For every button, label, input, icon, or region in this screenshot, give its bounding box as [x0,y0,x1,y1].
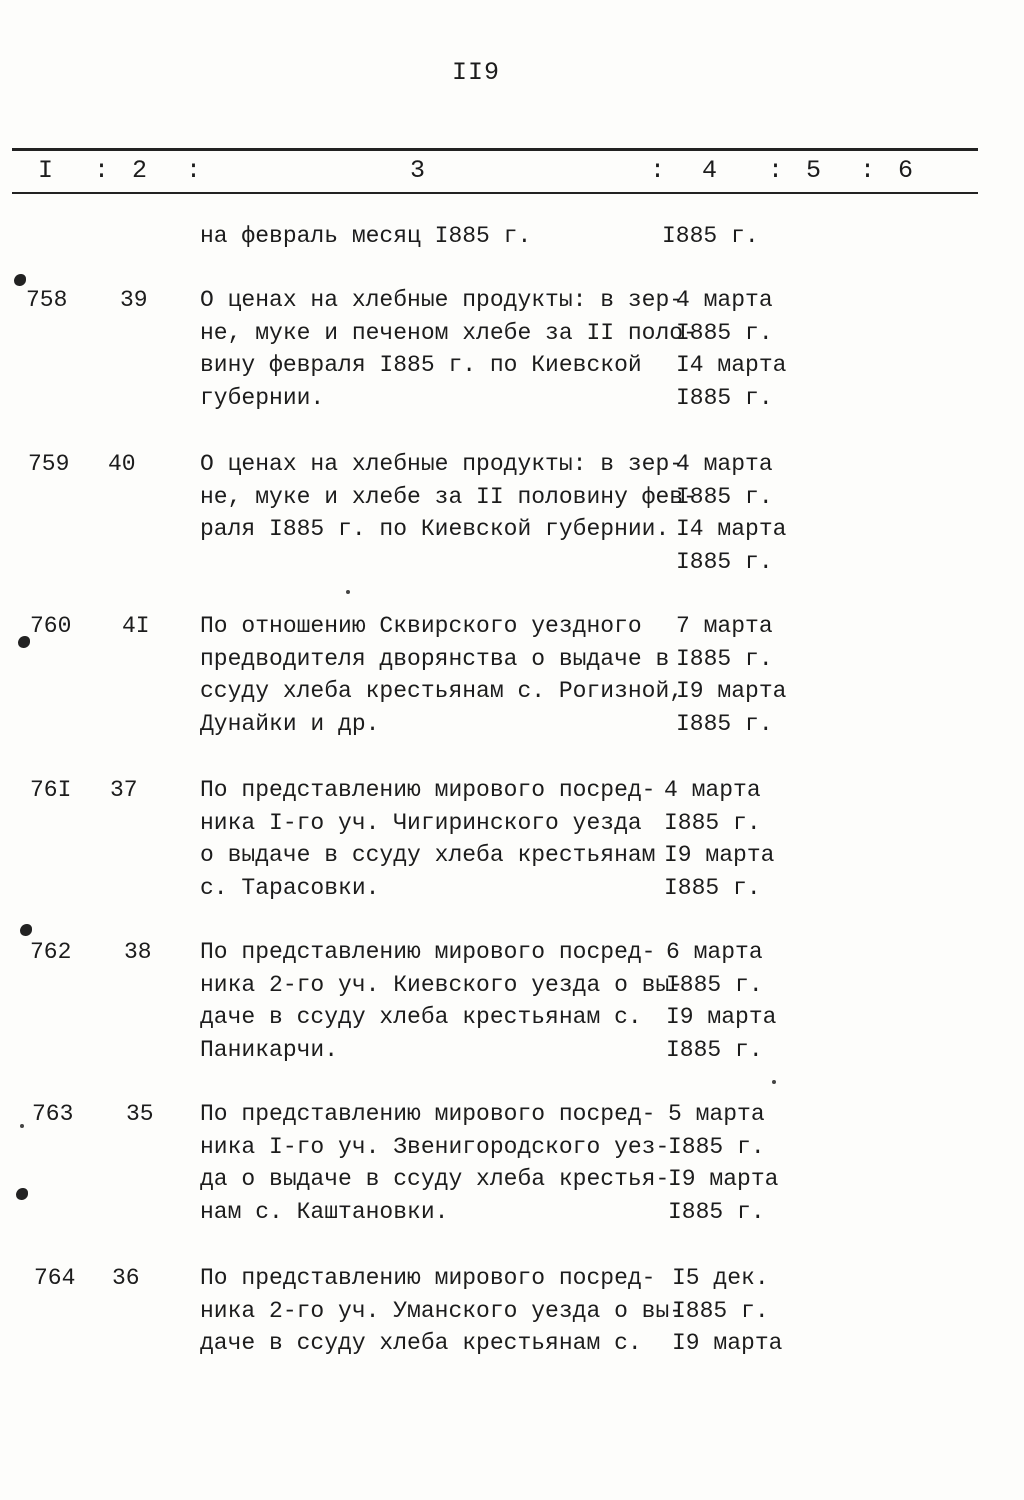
entry-number: 759 [28,451,70,477]
date-line: I885 г. [664,809,761,836]
date-line: I885 г. [668,1198,765,1225]
entry-date [662,220,759,253]
date-line: 6 марта [666,939,763,965]
description-line: О ценах на хлебные продукты: в зер- [200,287,684,313]
entry-number: 763 [32,1101,74,1127]
column-separator: : [768,156,784,185]
table-header-rule-bottom [12,192,978,194]
description-line: Паникарчи. [200,1036,339,1063]
entry-date [666,936,776,1066]
description-line: даче в ссуду хлеба крестьянам с. [200,1004,642,1030]
description-line: Дунайки и др. [200,710,380,737]
date-line: I4 марта [676,516,787,542]
description-line: ссуду хлеба крестьянам с. Рогизной, [200,678,684,704]
date-line: I885 г. [676,710,773,737]
column-header-1: I [38,156,54,185]
column-separator: : [94,156,110,185]
sheet-number: 40 [108,451,136,477]
ink-blot [16,1188,28,1200]
entry-date [672,1262,782,1360]
sheet-number: 38 [124,939,152,965]
date-line: 4 марта [676,451,773,477]
column-header-4: 4 [702,156,718,185]
description-line: предводителя дворянства о выдаче в [200,645,670,672]
description-line: не, муке и печеном хлебе за II поло- [200,319,697,346]
entry-date [676,610,786,740]
description-line: По представлению мирового посред- [200,939,656,965]
date-line: I885 г. [662,223,759,249]
date-line: I4 марта [676,352,787,378]
date-line: 7 марта [676,613,773,639]
entry-description [200,1262,684,1360]
description-line: нам с. Каштановки. [200,1198,449,1225]
date-line: I885 г. [676,319,773,346]
date-line: I885 г. [676,483,773,510]
entry-description [200,936,684,1066]
table-header-rule-top [12,148,978,151]
description-line: даче в ссуду хлеба крестьянам с. [200,1330,642,1356]
entry-description [200,448,697,546]
date-line: I885 г. [676,645,773,672]
column-separator: : [860,156,876,185]
date-line: 4 марта [664,777,761,803]
date-line: I9 марта [676,678,787,704]
column-header-6: 6 [898,156,914,185]
entry-description [200,774,680,904]
description-line: По представлению мирового посред- [200,1265,656,1291]
date-line: I9 марта [666,1004,777,1030]
date-line: I885 г. [668,1133,765,1160]
date-line: I9 марта [668,1166,779,1192]
ink-blot [20,924,32,936]
ink-blot [18,636,30,648]
entry-description [200,1098,680,1228]
entry-date [676,284,786,414]
description-line: ника 2-го уч. Киевского уезда о вы- [200,971,684,998]
description-line: губернии. [200,384,325,411]
description-line: с. Тарасовки. [200,874,380,901]
entry-date [668,1098,778,1228]
description-line: По представлению мирового посред- [200,777,656,803]
speck [20,1124,24,1128]
column-header-2: 2 [132,156,148,185]
description-line: вину февраля I885 г. по Киевской [200,352,642,378]
date-line: I885 г. [672,1297,769,1324]
description-line: да о выдаче в ссуду хлеба крестья- [200,1166,670,1192]
date-line: I9 марта [672,1330,783,1356]
description-line: О ценах на хлебные продукты: в зер- [200,451,684,477]
sheet-number: 37 [110,777,138,803]
description-line: ника I-го уч. Чигиринского уезда [200,809,642,836]
entry-description [200,610,684,740]
description-line: не, муке и хлебе за II половину фев- [200,483,697,510]
description-line: ника I-го уч. Звенигородского уез- [200,1133,670,1160]
entry-number: 758 [26,287,68,313]
speck [346,590,350,594]
date-line: I885 г. [666,1036,763,1063]
entry-number: 762 [30,939,72,965]
entry-description [200,220,680,253]
column-separator: : [186,156,202,185]
page-number: II9 [452,58,501,87]
entry-number: 76I [30,777,72,803]
date-line: I9 марта [664,842,775,868]
sheet-number: 39 [120,287,148,313]
column-header-5: 5 [806,156,822,185]
entry-number: 760 [30,613,72,639]
speck [772,1080,776,1084]
date-line: I885 г. [676,384,773,411]
column-separator: : [650,156,666,185]
sheet-number: 35 [126,1101,154,1127]
description-line: на февраль месяц I885 г. [200,223,532,249]
description-line: По отношению Сквирского уездного [200,613,642,639]
date-line: I885 г. [666,971,763,998]
date-line: 4 марта [676,287,773,313]
date-line: 5 марта [668,1101,765,1127]
date-line: I5 дек. [672,1265,769,1291]
ink-blot [14,274,26,286]
description-line: раля I885 г. по Киевской губернии. [200,516,670,542]
entry-date [664,774,774,904]
date-line: I885 г. [676,548,773,575]
description-line: о выдаче в ссуду хлеба крестьянам [200,842,656,868]
entry-number: 764 [34,1265,76,1291]
description-line: По представлению мирового посред- [200,1101,656,1127]
date-line: I885 г. [664,874,761,901]
description-line: ника 2-го уч. Уманского уезда о вы- [200,1297,684,1324]
sheet-number: 4I [122,613,150,639]
sheet-number: 36 [112,1265,140,1291]
entry-date [676,448,786,578]
column-header-3: 3 [410,156,426,185]
entry-description [200,284,697,414]
